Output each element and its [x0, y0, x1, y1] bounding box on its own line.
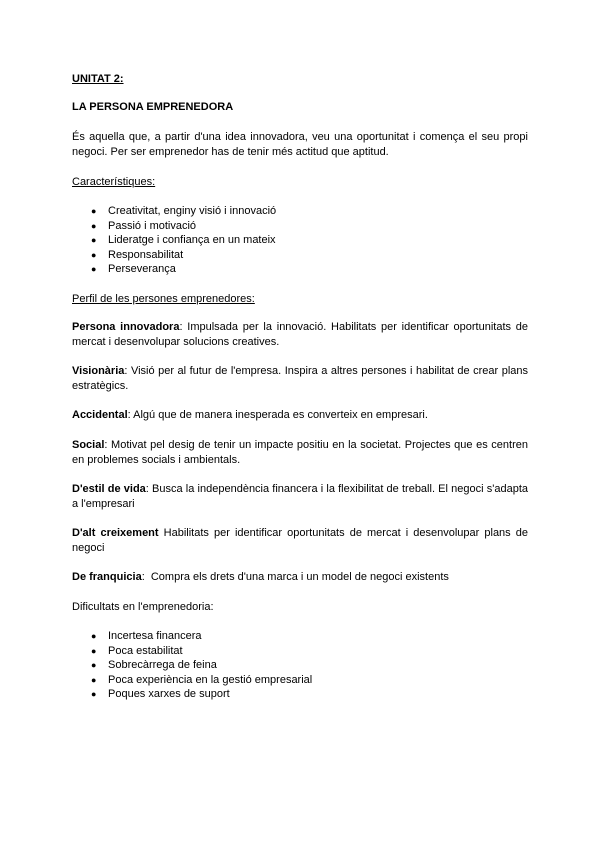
profile-social: Social: Motivat pel desig de tenir un impacte positiu en la societat. Projectes que es centren en problemes socials i ambientals.	[72, 439, 528, 466]
list-item: ● Creativitat, enginy visió i innovació	[91, 205, 277, 217]
list-item: ● Passió i motivació	[91, 219, 197, 232]
list-item: ● Perseverança	[91, 263, 176, 276]
characteristics-heading: Característiques:	[72, 176, 156, 188]
list-item: ● Sobrecàrrega de feina	[91, 659, 217, 672]
bullet-icon: ●	[91, 674, 97, 685]
difficulties-heading: Dificultats en l'emprenedoria:	[72, 601, 214, 613]
list-item: ● Responsabilitat	[91, 248, 184, 261]
bullet-icon: ●	[91, 249, 97, 260]
bullet-icon: ●	[91, 264, 97, 275]
profile-estil-de-vida: D'estil de vida: Busca la independència financera i la flexibilitat de treball. El negoci s'adapta a l'empresari	[72, 483, 529, 510]
bullet-icon: ●	[91, 689, 97, 700]
profile-franquicia: De franquicia: Compra els drets d'una marca i un model de negoci existents	[72, 571, 449, 583]
bullet-icon: ●	[91, 220, 97, 231]
list-item: ● Poca estabilitat	[91, 644, 183, 657]
profile-visionaria: Visionària: Visió per al futur de l'empresa. Inspira a altres persones i habilitat de crear plans estratègics.	[72, 365, 528, 392]
profiles-heading: Perfil de les persones emprenedores:	[72, 293, 255, 305]
bullet-icon: ●	[91, 631, 97, 641]
profile-alt-creixement: D'alt creixement Habilitats per identificar oportunitats de mercat i desenvolupar plans de negoci	[72, 527, 528, 554]
profile-innovadora: Persona innovadora: Impulsada per la innovació. Habilitats per identificar oportunitats de mercat i desenvolupar solucions creatives.	[72, 321, 528, 348]
bullet-icon: ●	[91, 660, 97, 671]
bullet-icon: ●	[91, 206, 97, 216]
characteristics-list	[72, 204, 276, 277]
list-item: ● Lideratge i confiança en un mateix	[91, 234, 276, 247]
document-title: LA PERSONA EMPRENEDORA	[72, 101, 234, 113]
list-item: ● Poques xarxes de suport	[91, 688, 230, 701]
bullet-icon: ●	[91, 645, 97, 656]
profile-accidental: Accidental: Algú que de manera inesperada es converteix en empresari.	[72, 409, 428, 421]
list-item: ● Incertesa financera	[91, 630, 202, 642]
list-item: ● Poca experiència en la gestió empresarial	[91, 673, 313, 686]
intro-paragraph: És aquella que, a partir d'una idea innovadora, veu una oportunitat i comença el seu propi negoci. Per ser emprenedor has de tenir més actitud que aptitud.	[72, 131, 528, 158]
bullet-icon: ●	[91, 235, 97, 246]
unit-heading: UNITAT 2:	[72, 73, 124, 85]
difficulties-list	[72, 629, 312, 702]
